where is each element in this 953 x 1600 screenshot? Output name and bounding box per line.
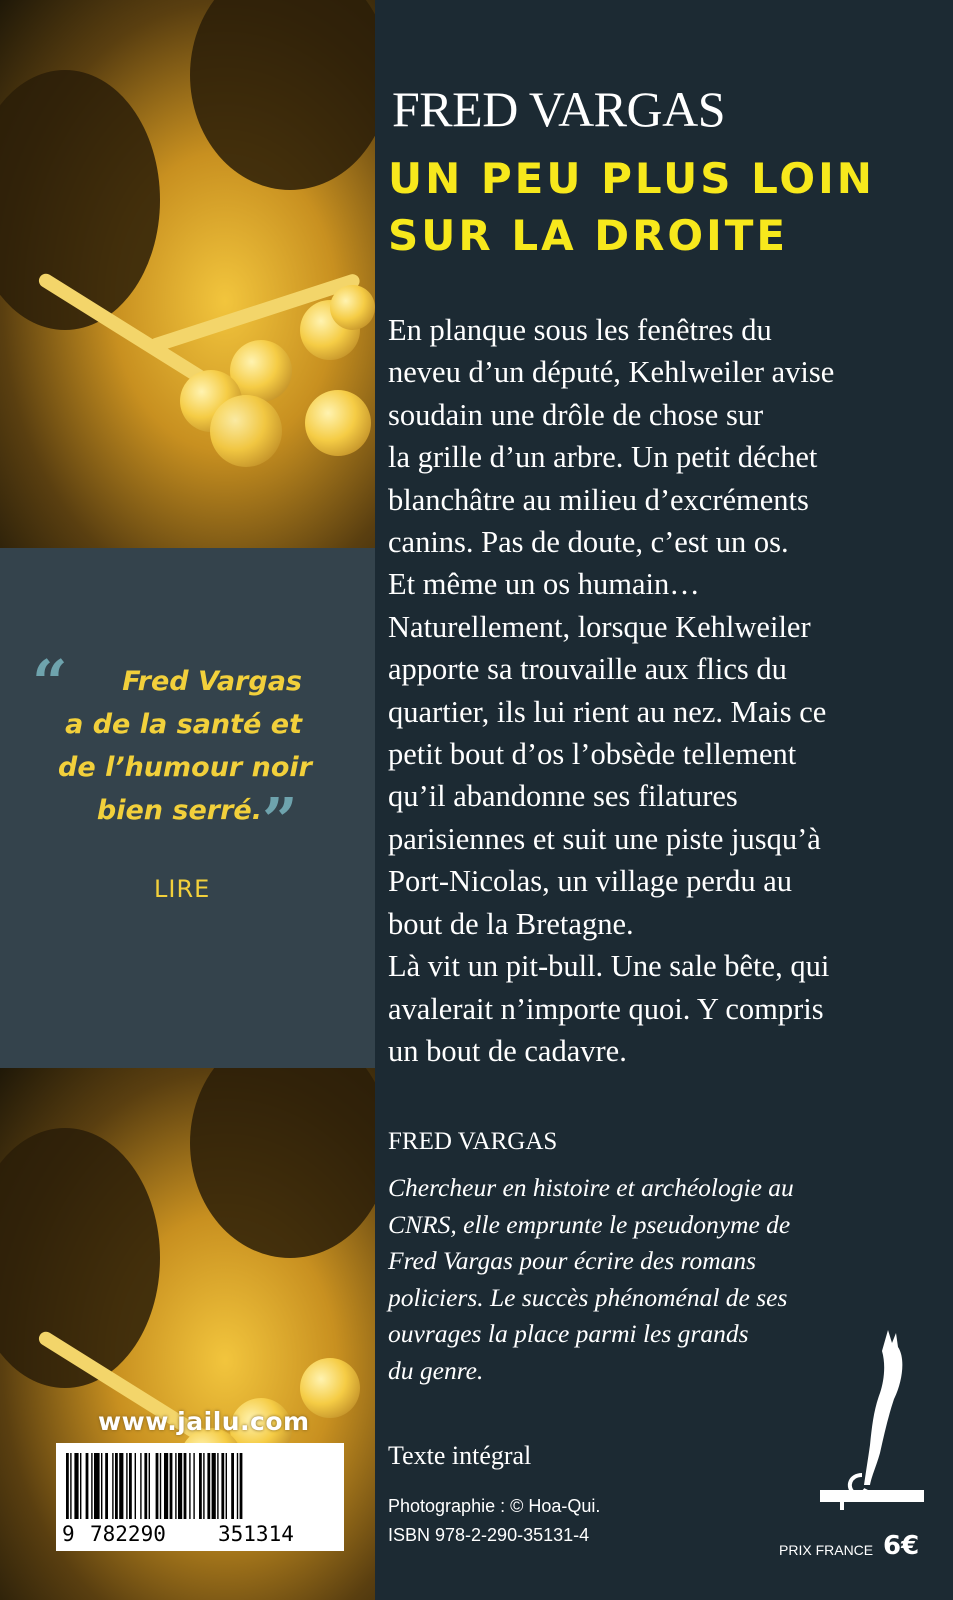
barcode-digit-group: 782290 xyxy=(90,1522,166,1546)
blurb-line: qu’il abandonne ses filatures xyxy=(388,779,738,814)
barcode-bar xyxy=(66,1453,69,1519)
barcode-bar xyxy=(164,1453,168,1519)
billiard-ball xyxy=(210,395,282,467)
barcode-bar xyxy=(203,1453,204,1519)
left-panel xyxy=(0,0,375,1600)
blurb xyxy=(388,309,948,1072)
player-silhouette xyxy=(190,0,375,190)
isbn: ISBN 978-2-290-35131-4 xyxy=(388,1525,590,1545)
bio-line: du genre. xyxy=(388,1355,484,1385)
barcode-bar xyxy=(135,1453,136,1519)
barcode-bar xyxy=(74,1453,78,1519)
barcode-bar xyxy=(207,1453,210,1519)
barcode-digit-group: 351314 xyxy=(218,1522,294,1546)
barcode-bar xyxy=(70,1453,71,1519)
blurb-line: apporte sa trouvaille aux flics du xyxy=(388,652,787,687)
book-title xyxy=(388,150,875,264)
blurb-line: Et même un os humain… xyxy=(388,567,700,602)
bio-heading: FRED VARGAS xyxy=(388,1128,558,1155)
barcode-bar xyxy=(80,1453,81,1519)
barcode-bar xyxy=(237,1453,238,1519)
barcode-bar xyxy=(217,1453,218,1519)
publisher-url: www.jailu.com xyxy=(98,1407,310,1436)
barcode-bar xyxy=(101,1453,102,1519)
blurb-line: Là vit un pit-bull. Une sale bête, qui xyxy=(388,949,830,984)
blurb-line: Port-Nicolas, un village perdu au xyxy=(388,864,793,899)
blurb-line: parisiennes et suit une piste jusqu’à xyxy=(388,821,821,856)
barcode-bar xyxy=(184,1453,187,1519)
bio-line: Fred Vargas pour écrire des romans xyxy=(388,1246,757,1275)
author-name: FRED VARGAS xyxy=(392,81,726,137)
title-line: SUR LA DROITE xyxy=(388,211,789,260)
blurb-line: blanchâtre au milieu d’excréments xyxy=(388,482,809,517)
barcode-bar xyxy=(231,1453,234,1519)
barcode xyxy=(56,1443,344,1551)
barcode-bar xyxy=(91,1453,92,1519)
quote-line: Fred Vargas xyxy=(122,666,302,697)
blurb-line: neveu d’un député, Kehlweiler avise xyxy=(388,355,835,390)
barcode-bar xyxy=(94,1453,100,1519)
blurb-line: quartier, ils lui rient au nez. Mais ce xyxy=(388,694,827,729)
barcode-bar xyxy=(119,1453,123,1519)
blurb-line: soudain une drôle de chose sur xyxy=(388,397,764,432)
blurb-line: canins. Pas de doute, c’est un os. xyxy=(388,525,789,560)
barcode-bar xyxy=(115,1453,118,1519)
barcode-bar xyxy=(156,1453,159,1519)
barcode-bar xyxy=(126,1453,127,1519)
barcode-bar xyxy=(193,1453,194,1519)
price: 6€ xyxy=(883,1531,920,1561)
player-silhouette xyxy=(0,1128,160,1388)
close-quote-mark: ” xyxy=(262,784,298,857)
billiards-photo-top xyxy=(0,0,375,548)
billiard-ball xyxy=(305,390,371,456)
barcode-bar xyxy=(149,1453,150,1519)
author-bio xyxy=(388,1170,794,1389)
photo-credit: Photographie : © Hoa-Qui. xyxy=(388,1496,601,1516)
open-quote-mark: “ xyxy=(32,646,68,719)
barcode-bar xyxy=(226,1453,227,1519)
press-quote xyxy=(32,646,340,857)
barcode-bar xyxy=(189,1453,190,1519)
credits xyxy=(388,1492,600,1550)
barcode-bar xyxy=(212,1453,216,1519)
barcode-bar xyxy=(221,1453,224,1519)
quote-line: de l’humour noir xyxy=(58,752,312,783)
barcode-bar xyxy=(160,1453,161,1519)
barcode-bar xyxy=(199,1453,202,1519)
quote-line: a de la santé et xyxy=(65,709,302,740)
barcode-bar xyxy=(105,1453,108,1519)
bio-line: policiers. Le succès phénoménal de ses xyxy=(388,1282,788,1312)
blurb-line: un bout de cadavre. xyxy=(388,1033,627,1068)
barcode-bar xyxy=(240,1453,243,1519)
quote-source: LIRE xyxy=(154,875,211,903)
barcode-digit-group: 9 xyxy=(62,1522,75,1546)
barcode-bar xyxy=(178,1453,182,1519)
integral-text-note: Texte intégral xyxy=(388,1441,532,1470)
barcode-bar xyxy=(129,1453,132,1519)
barcode-bar xyxy=(170,1453,173,1519)
price-label: PRIX FRANCE xyxy=(779,1542,874,1558)
blurb-line: En planque sous les fenêtres du xyxy=(388,313,772,347)
blurb-line: Naturellement, lorsque Kehlweiler xyxy=(388,609,811,644)
quote-line: bien serré. xyxy=(96,795,262,826)
barcode-bar xyxy=(144,1453,147,1519)
billiard-ball xyxy=(330,285,375,330)
blurb-line: petit bout d’os l’obsède tellement xyxy=(388,737,797,772)
bio-line: Chercheur en histoire et archéologie au xyxy=(388,1173,794,1202)
barcode-bar xyxy=(140,1453,141,1519)
barcode-bar xyxy=(175,1453,176,1519)
player-silhouette xyxy=(0,70,160,330)
blurb-line: bout de la Bretagne. xyxy=(388,906,634,941)
player-silhouette xyxy=(190,1068,375,1258)
cat-on-ledge-icon xyxy=(810,1325,930,1510)
barcode-bar xyxy=(86,1453,89,1519)
title-line: UN PEU PLUS LOIN xyxy=(388,154,875,203)
bio-line: CNRS, elle emprunte le pseudonyme de xyxy=(388,1209,791,1239)
barcode-bars xyxy=(66,1453,334,1519)
bio-line: ouvrages la place parmi les grands xyxy=(388,1319,749,1348)
blurb-line: avalerait n’importe quoi. Y compris xyxy=(388,991,824,1026)
barcode-bar xyxy=(112,1453,113,1519)
blurb-line: la grille d’un arbre. Un petit déchet xyxy=(388,440,818,475)
